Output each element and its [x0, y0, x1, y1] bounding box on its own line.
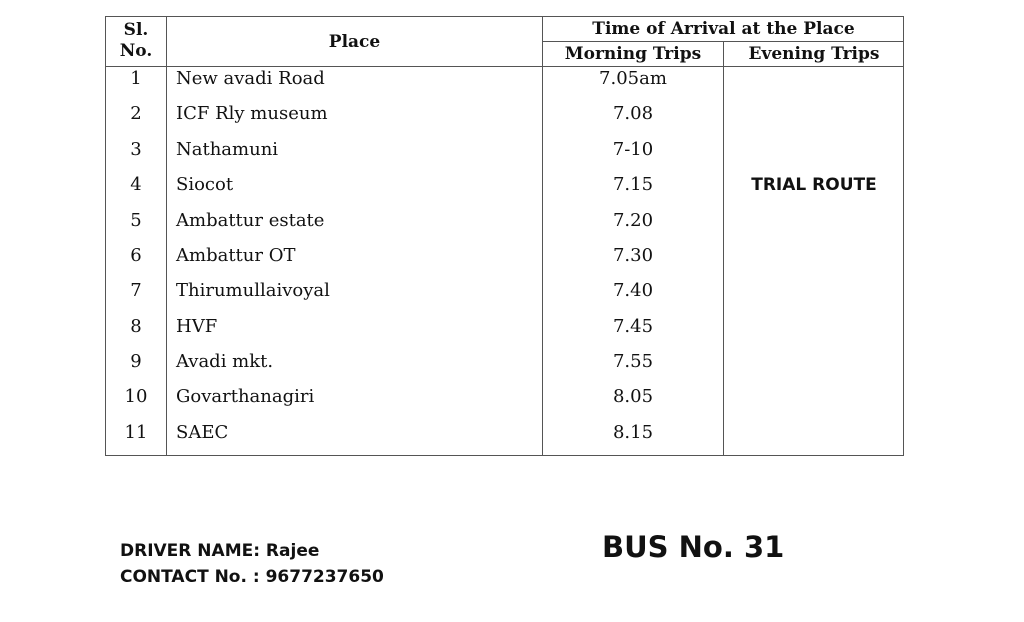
row-sl: 4	[130, 174, 142, 195]
header-bottom-border	[106, 66, 903, 67]
header-place: Place	[328, 32, 381, 52]
row-sl: 11	[124, 422, 148, 443]
row-sl: 10	[124, 386, 148, 407]
row-place: Thirumullaivoyal	[176, 280, 330, 301]
row-morning-time: 7.15	[612, 174, 654, 195]
row-morning-time: 7.30	[612, 245, 654, 266]
row-morning-time: 7.55	[612, 351, 654, 372]
row-sl: 3	[130, 139, 142, 160]
row-place: Govarthanagiri	[176, 386, 315, 407]
header-sl-line2: No.	[119, 41, 153, 61]
header-subdivider	[542, 41, 903, 42]
row-morning-time: 7.08	[612, 103, 654, 124]
driver-contact: CONTACT No. : 9677237650	[120, 567, 384, 587]
header-sl-no	[106, 20, 166, 62]
row-sl: 1	[130, 68, 142, 89]
row-morning-time: 7.05am	[599, 68, 667, 89]
column-divider-sl	[166, 17, 167, 455]
row-morning-time: 7-10	[612, 139, 654, 160]
row-sl: 9	[130, 351, 142, 372]
row-morning-time: 7.45	[612, 316, 654, 337]
row-place: Ambattur estate	[176, 210, 325, 231]
row-place: ICF Rly museum	[176, 103, 328, 124]
row-place: Nathamuni	[176, 139, 279, 160]
row-sl: 7	[130, 280, 142, 301]
row-place: Siocot	[176, 174, 234, 195]
column-divider-morning	[723, 41, 724, 455]
header-sl-line1: Sl.	[123, 20, 149, 40]
row-place: HVF	[176, 316, 218, 337]
row-sl: 8	[130, 316, 142, 337]
row-sl: 5	[130, 210, 142, 231]
row-morning-time: 7.40	[612, 280, 654, 301]
row-morning-time: 8.05	[612, 386, 654, 407]
row-sl: 2	[130, 103, 142, 124]
header-arrival-group: Time of Arrival at the Place	[592, 19, 855, 39]
bus-number-title: BUS No. 31	[602, 530, 785, 564]
row-place: New avadi Road	[176, 68, 325, 89]
row-place: Avadi mkt.	[176, 351, 274, 372]
driver-name: DRIVER NAME: Rajee	[120, 541, 320, 561]
row-place: SAEC	[176, 422, 229, 443]
header-evening-trips: Evening Trips	[748, 44, 880, 64]
row-sl: 6	[130, 245, 142, 266]
row-place: Ambattur OT	[176, 245, 296, 266]
row-morning-time: 8.15	[612, 422, 654, 443]
evening-trial-route-note: TRIAL ROUTE	[751, 175, 877, 195]
bus-route-table	[105, 16, 904, 456]
header-morning-trips: Morning Trips	[564, 44, 702, 64]
row-morning-time: 7.20	[612, 210, 654, 231]
